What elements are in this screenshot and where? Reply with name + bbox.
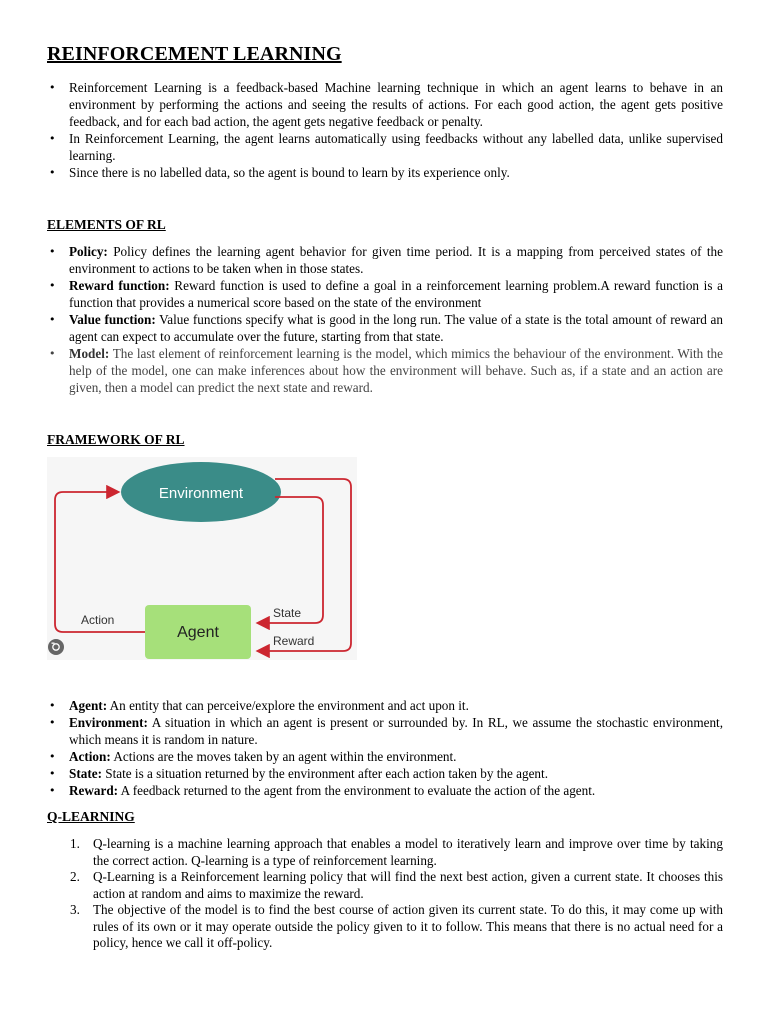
definition: A feedback returned to the agent from the environment to evaluate the action of the agent. <box>118 783 596 798</box>
list-item <box>47 345 723 396</box>
item-number: 3. <box>70 902 80 917</box>
section-heading-qlearning: Q-LEARNING <box>47 809 135 824</box>
term: Model: <box>69 346 110 361</box>
action-label: Action <box>81 613 115 627</box>
term: Environment: <box>69 715 148 730</box>
list-item <box>47 243 723 277</box>
list-item <box>47 902 723 952</box>
rl-framework-diagram <box>47 457 357 660</box>
list-item <box>47 311 723 345</box>
term: Reward function: <box>69 278 170 293</box>
term: Value function: <box>69 312 156 327</box>
definition: State is a situation returned by the environment after each action taken by the agent. <box>101 766 548 781</box>
term: Policy: <box>69 244 108 259</box>
list-item <box>47 836 723 869</box>
document-title: REINFORCEMENT LEARNING <box>47 43 342 65</box>
state-arrow <box>259 497 323 623</box>
list-item <box>47 714 723 748</box>
item-text: Q-Learning is a Reinforcement learning policy that will find the next best action, given a current state. It chooses this action at random and aims to maximize the reward. <box>93 869 723 901</box>
item-text: Q-learning is a machine learning approach that enables a model to iteratively learn and improve over time by taking the correct action. Q-learning is a type of reinforcement learning. <box>93 836 723 868</box>
framework-terms-list <box>47 697 723 799</box>
item-text: The objective of the model is to find the best course of action given its current state. To do this, it may come up with rules of its own or it may operate outside the policy given to it to follow. This means that there is no actual need for a policy, hence we call it off-policy. <box>93 902 723 950</box>
definition: Policy defines the learning agent behavior for given time period. It is a mapping from perceived states of the environment to actions to be taken when in those states. <box>69 244 723 276</box>
section-heading-elements: ELEMENTS OF RL <box>47 217 166 232</box>
definition: Value functions specify what is good in the long run. The value of a state is the total amount of reward an agent can expect to accumulate over the future, starting from that state. <box>69 312 723 344</box>
agent-label: Agent <box>177 624 219 641</box>
term: Agent: <box>69 698 108 713</box>
term: Reward: <box>69 783 119 798</box>
definition: The last element of reinforcement learning is the model, which mimics the behaviour of the environment. With the help of the model, one can make inferences about how the environment will behave. Such as, if a state and an action are given, then a model can predict the next state and reward. <box>69 346 723 395</box>
list-item <box>47 748 723 765</box>
section-heading-framework: FRAMEWORK OF RL <box>47 432 185 447</box>
list-item <box>47 765 723 782</box>
term: Action: <box>69 749 111 764</box>
elements-list <box>47 243 723 396</box>
list-item <box>47 782 723 799</box>
item-number: 1. <box>70 836 80 851</box>
list-item <box>47 277 723 311</box>
google-lens-icon[interactable] <box>48 639 64 655</box>
reward-label: Reward <box>273 634 315 648</box>
list-item <box>47 869 723 902</box>
qlearning-list <box>47 836 723 952</box>
definition: Actions are the moves taken by an agent within the environment. <box>110 749 457 764</box>
intro-list <box>47 79 723 181</box>
action-arrow <box>55 492 145 632</box>
definition: A situation in which an agent is present or surrounded by. In RL, we assume the stochastic environment, which means it is random in nature. <box>69 715 723 747</box>
list-item: • In Reinforcement Learning, the agent learns automatically using feedbacks without any labelled data, unlike supervised learning. <box>47 130 723 164</box>
diagram-svg <box>47 457 357 660</box>
item-number: 2. <box>70 869 80 884</box>
term: State: <box>69 766 102 781</box>
definition: An entity that can perceive/explore the environment and act upon it. <box>107 698 469 713</box>
state-label: State <box>273 606 302 620</box>
document-page <box>47 42 723 952</box>
list-item: • Reinforcement Learning is a feedback-based Machine learning technique in which an agent learns to behave in an environment by performing the actions and seeing the results of actions. For each good action, the agent gets positive feedback, and for each bad action, the agent gets negative feedback or penalty. <box>47 79 723 130</box>
list-item: • Since there is no labelled data, so the agent is bound to learn by its experience only. <box>47 164 723 181</box>
list-item <box>47 697 723 714</box>
environment-label: Environment <box>158 485 244 502</box>
definition: Reward function is used to define a goal in a reinforcement learning problem.A reward function is a function that provides a numerical score based on the state of the environment <box>69 278 723 310</box>
